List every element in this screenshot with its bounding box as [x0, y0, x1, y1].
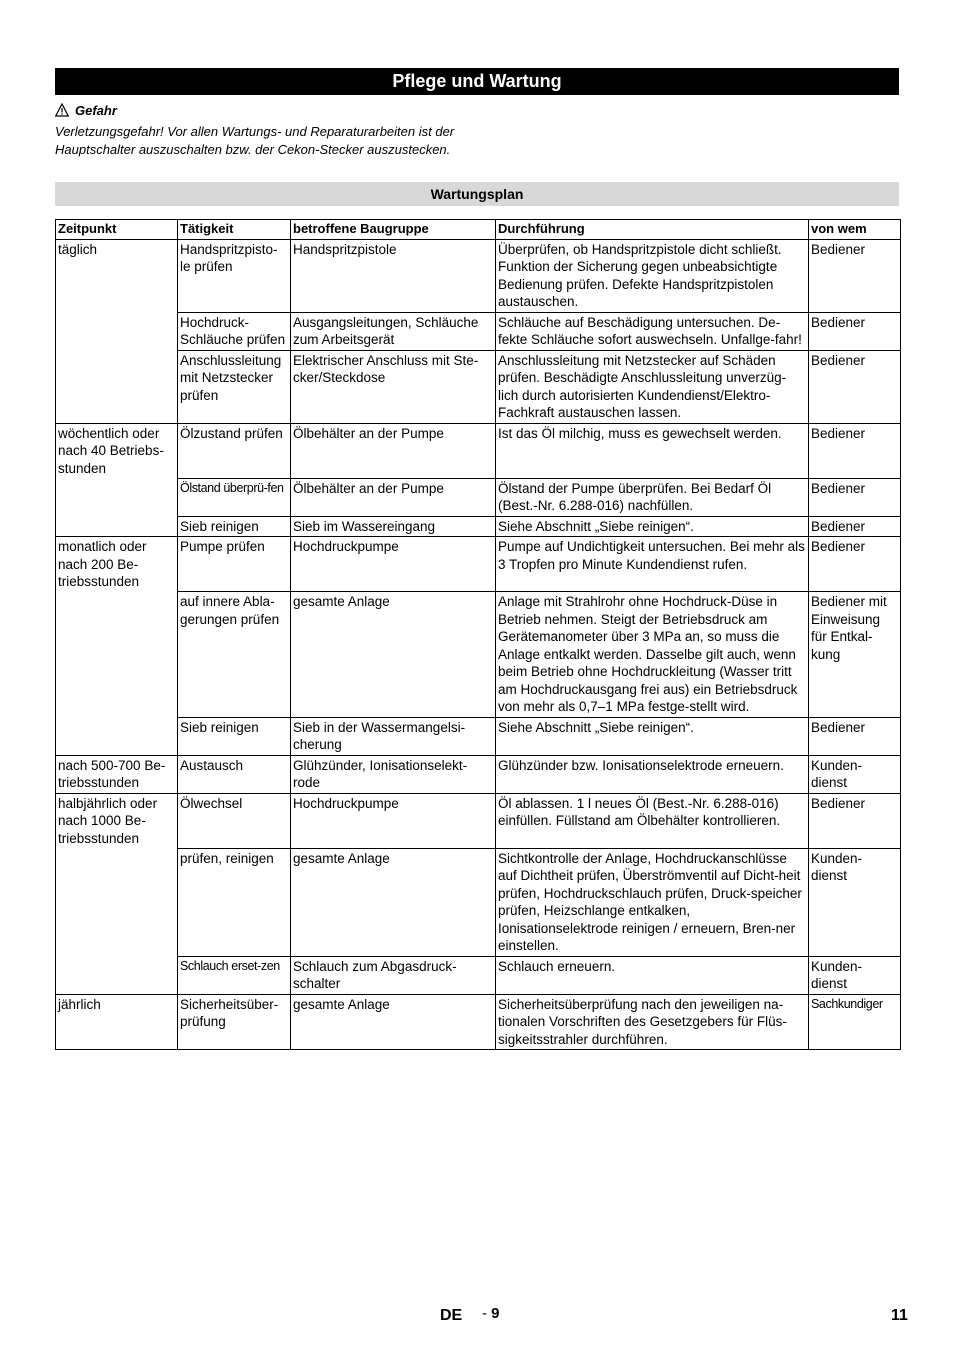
- table-row: [56, 848, 901, 956]
- cell-durchfuehrung: Anschlussleitung mit Netzstecker auf Schäden prüfen. Beschädigte Anschlussleitung unverzüg-lich durch autorisierten Kundendienst/Elektro-Fachkraft austauschen lassen.: [496, 350, 809, 423]
- table-header-row: [56, 220, 901, 240]
- table-row: [56, 793, 901, 848]
- cell-durchfuehrung: Ölstand der Pumpe überprüfen. Bei Bedarf Öl (Best.-Nr. 6.288-016) nachfüllen.: [496, 478, 809, 516]
- cell-durchfuehrung: Glühzünder bzw. Ionisationselektrode erneuern.: [496, 755, 809, 793]
- cell-baugruppe: Hochdruckpumpe: [291, 793, 496, 848]
- table-row: [56, 994, 901, 1050]
- cell-von-wem: Bediener mit Einweisung für Entkal-kung: [809, 592, 901, 718]
- cell-von-wem: Bediener: [809, 537, 901, 592]
- table-row: [56, 717, 901, 755]
- table-row: [56, 516, 901, 537]
- cell-taetigkeit: auf innere Abla-gerungen prüfen: [178, 592, 291, 718]
- cell-zeitpunkt: wöchentlich oder nach 40 Betriebs-stunden: [56, 423, 178, 478]
- cell-taetigkeit: prüfen, reinigen: [178, 848, 291, 956]
- cell-taetigkeit: Ölstand überprü-fen: [178, 478, 291, 516]
- cell-zeitpunkt: [56, 516, 178, 537]
- col-header: Zeitpunkt: [56, 220, 178, 240]
- col-header: von wem: [809, 220, 901, 240]
- cell-von-wem: Bediener: [809, 717, 901, 755]
- cell-taetigkeit: Handspritzpisto-le prüfen: [178, 239, 291, 312]
- cell-von-wem: Kunden-dienst: [809, 848, 901, 956]
- col-header: betroffene Baugruppe: [291, 220, 496, 240]
- cell-durchfuehrung: Pumpe auf Undichtigkeit untersuchen. Bei mehr als 3 Tropfen pro Minute Kundendienst rufen.: [496, 537, 809, 592]
- cell-baugruppe: gesamte Anlage: [291, 994, 496, 1050]
- cell-von-wem: Sachkundiger: [809, 994, 901, 1050]
- cell-von-wem: Bediener: [809, 793, 901, 848]
- cell-zeitpunkt: [56, 717, 178, 755]
- cell-zeitpunkt: [56, 350, 178, 423]
- cell-zeitpunkt: [56, 312, 178, 350]
- cell-durchfuehrung: Ist das Öl milchig, muss es gewechselt werden.: [496, 423, 809, 478]
- cell-baugruppe: gesamte Anlage: [291, 848, 496, 956]
- cell-zeitpunkt: täglich: [56, 239, 178, 312]
- danger-text: Verletzungsgefahr! Vor allen Wartungs- und Reparaturarbeiten ist der Hauptschalter auszuschalten bzw. der Cekon-Stecker auszustecken.: [55, 124, 455, 157]
- cell-zeitpunkt: [56, 956, 178, 994]
- cell-durchfuehrung: Schlauch erneuern.: [496, 956, 809, 994]
- cell-baugruppe: Sieb in der Wassermangelsi-cherung: [291, 717, 496, 755]
- cell-baugruppe: Handspritzpistole: [291, 239, 496, 312]
- cell-von-wem: Bediener: [809, 516, 901, 537]
- cell-von-wem: Bediener: [809, 312, 901, 350]
- page-title: Pflege und Wartung: [55, 68, 899, 95]
- cell-taetigkeit: Pumpe prüfen: [178, 537, 291, 592]
- cell-taetigkeit: Ölzustand prüfen: [178, 423, 291, 478]
- cell-taetigkeit: Anschlussleitung mit Netzstecker prüfen: [178, 350, 291, 423]
- cell-baugruppe: Elektrischer Anschluss mit Ste-cker/Steckdose: [291, 350, 496, 423]
- cell-durchfuehrung: Sichtkontrolle der Anlage, Hochdruckanschlüsse auf Dichtheit prüfen, Überströmventil auf Dicht-heit prüfen, Hochdruckschlauch prüfen, Druck-speicher prüfen, Heizschlange entkalken, Ionisationselektrode reinigen / erneuern, Bren-ner einstellen.: [496, 848, 809, 956]
- cell-zeitpunkt: [56, 848, 178, 956]
- danger-heading-label: Gefahr: [75, 103, 117, 118]
- cell-baugruppe: Ölbehälter an der Pumpe: [291, 478, 496, 516]
- footer-page-number: 11: [891, 1307, 908, 1324]
- cell-durchfuehrung: Öl ablassen. 1 l neues Öl (Best.-Nr. 6.288-016) einfüllen. Füllstand am Ölbehälter kontrollieren.: [496, 793, 809, 848]
- cell-von-wem: Kunden-dienst: [809, 755, 901, 793]
- cell-taetigkeit: Sieb reinigen: [178, 717, 291, 755]
- cell-taetigkeit: Austausch: [178, 755, 291, 793]
- cell-taetigkeit: Schlauch erset-zen: [178, 956, 291, 994]
- footer-subpage-prefix: -: [482, 1305, 492, 1322]
- cell-zeitpunkt: halbjährlich oder nach 1000 Be-triebsstunden: [56, 793, 178, 848]
- maintenance-table: [55, 219, 901, 1050]
- table-row: [56, 423, 901, 478]
- cell-zeitpunkt: nach 500-700 Be-triebsstunden: [56, 755, 178, 793]
- table-row: [56, 312, 901, 350]
- footer-subpage-number: 9: [491, 1305, 500, 1322]
- cell-baugruppe: Ausgangsleitungen, Schläuche zum Arbeitsgerät: [291, 312, 496, 350]
- cell-baugruppe: Schlauch zum Abgasdruck-schalter: [291, 956, 496, 994]
- table-row: [56, 956, 901, 994]
- danger-heading: [55, 102, 117, 120]
- cell-durchfuehrung: Siehe Abschnitt „Siebe reinigen“.: [496, 516, 809, 537]
- cell-von-wem: Kunden-dienst: [809, 956, 901, 994]
- cell-taetigkeit: Ölwechsel: [178, 793, 291, 848]
- cell-baugruppe: gesamte Anlage: [291, 592, 496, 718]
- cell-von-wem: Bediener: [809, 350, 901, 423]
- cell-taetigkeit: Sicherheitsüber-prüfung: [178, 994, 291, 1050]
- col-header: Tätigkeit: [178, 220, 291, 240]
- cell-von-wem: Bediener: [809, 239, 901, 312]
- cell-baugruppe: Hochdruckpumpe: [291, 537, 496, 592]
- cell-von-wem: Bediener: [809, 478, 901, 516]
- cell-zeitpunkt: jährlich: [56, 994, 178, 1050]
- footer-language: DE: [440, 1307, 463, 1324]
- table-row: [56, 537, 901, 592]
- cell-durchfuehrung: Schläuche auf Beschädigung untersuchen. De-fekte Schläuche sofort auswechseln. Unfallge-fahr!: [496, 312, 809, 350]
- cell-taetigkeit: Hochdruck-Schläuche prüfen: [178, 312, 291, 350]
- cell-durchfuehrung: Überprüfen, ob Handspritzpistole dicht schließt. Funktion der Sicherung gegen unbeabsichtigte Bedienung prüfen. Defekte Handspritzpistolen austauschen.: [496, 239, 809, 312]
- table-row: [56, 592, 901, 718]
- footer-subpage: [482, 1305, 500, 1322]
- table-row: [56, 350, 901, 423]
- warning-triangle-icon: [55, 103, 69, 117]
- table-row: [56, 755, 901, 793]
- table-row: [56, 239, 901, 312]
- cell-baugruppe: Ölbehälter an der Pumpe: [291, 423, 496, 478]
- cell-zeitpunkt: [56, 592, 178, 718]
- cell-taetigkeit: Sieb reinigen: [178, 516, 291, 537]
- cell-durchfuehrung: Siehe Abschnitt „Siebe reinigen“.: [496, 717, 809, 755]
- cell-baugruppe: Glühzünder, Ionisationselekt-rode: [291, 755, 496, 793]
- cell-zeitpunkt: monatlich oder nach 200 Be-triebsstunden: [56, 537, 178, 592]
- cell-zeitpunkt: [56, 478, 178, 516]
- section-title: Wartungsplan: [55, 182, 899, 206]
- table-row: [56, 478, 901, 516]
- cell-durchfuehrung: Anlage mit Strahlrohr ohne Hochdruck-Düse in Betrieb nehmen. Steigt der Betriebsdruck am Gerätemanometer über 3 MPa an, so muss die Anlage entkalkt werden. Dasselbe gilt auch, wenn beim Betrieb ohne Hochdruckleitung (Wasser tritt am Hochdruckausgang frei aus) ein Betriebsdruck von mehr als 0,7–1 MPa festge-stellt wird.: [496, 592, 809, 718]
- cell-baugruppe: Sieb im Wassereingang: [291, 516, 496, 537]
- cell-durchfuehrung: Sicherheitsüberprüfung nach den jeweiligen na-tionalen Vorschriften des Gesetzgebers für Flüs-sigkeitsstrahler durchführen.: [496, 994, 809, 1050]
- cell-von-wem: Bediener: [809, 423, 901, 478]
- col-header: Durchführung: [496, 220, 809, 240]
